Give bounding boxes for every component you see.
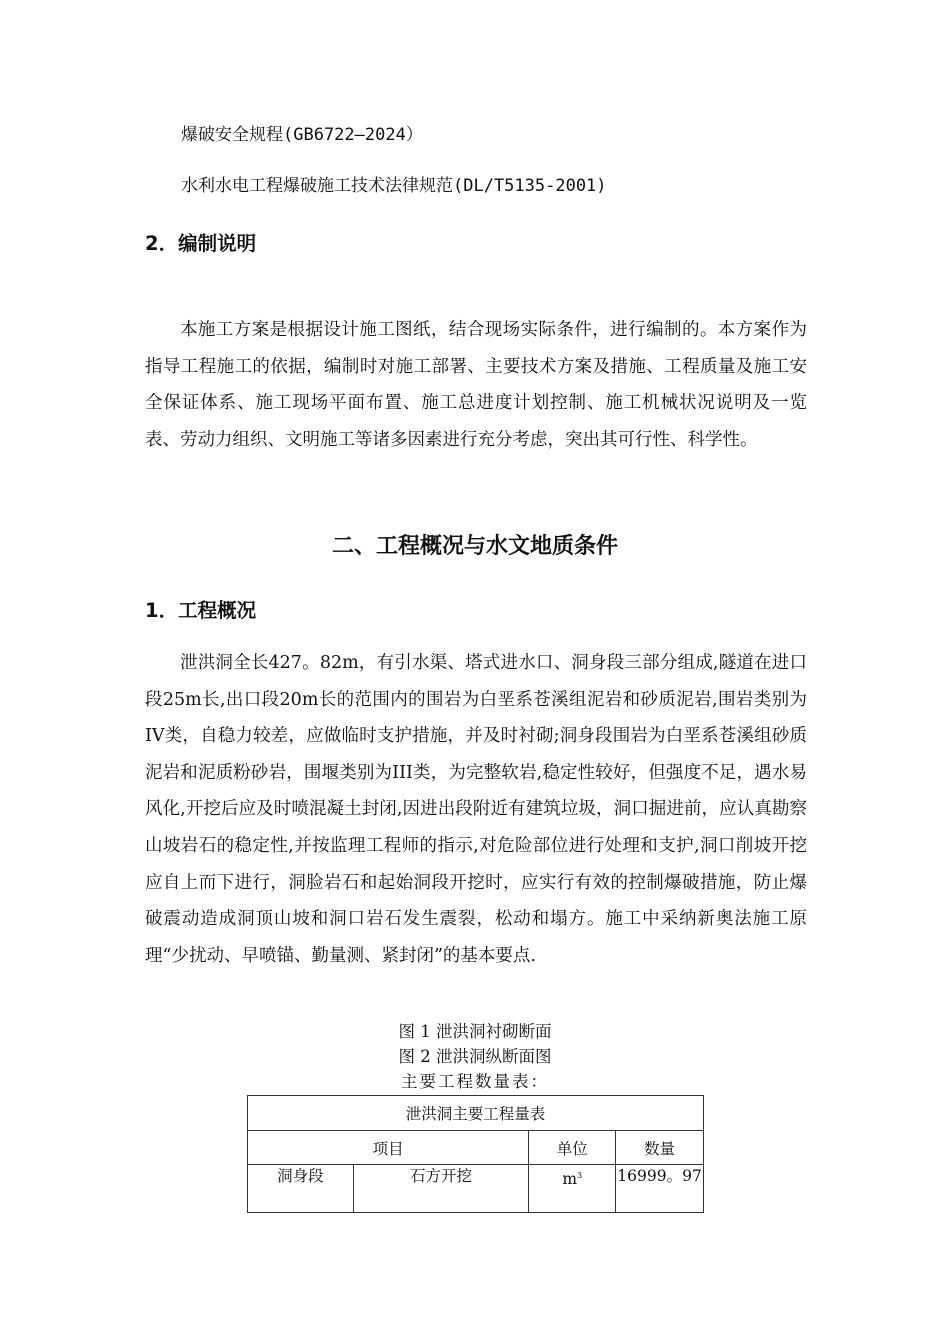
reference-hydro-blasting-spec: 水利水电工程爆破施工技术法律规范(DL/T5135-2001)	[181, 176, 607, 196]
compilation-paragraph: 本施工方案是根据设计施工图纸，结合现场实际条件，进行编制的。本方案作为指导工程施工的依据，编制时对施工部署、主要技术方案及措施、工程质量及施工安全保证体系、施工现场平面布置、施工总进度计划控制、施工机械状况说明及一览表、劳动力组织、文明施工等诸多因素进行充分考虑，突出其可行性、科学性。	[145, 320, 807, 450]
section-heading-compilation: 2．编制说明	[145, 232, 257, 255]
header-unit: 单位	[529, 1131, 616, 1165]
cell-item: 石方开挖	[353, 1165, 529, 1213]
quantity-table	[247, 1095, 704, 1213]
cell-quantity: 16999。97	[616, 1165, 704, 1213]
table-row	[248, 1165, 704, 1213]
header-quantity: 数量	[616, 1131, 704, 1165]
chapter-title: 二、工程概况与水文地质条件	[331, 534, 618, 559]
table-title: 泄洪洞主要工程量表	[248, 1096, 704, 1131]
unit-base: m	[562, 1170, 578, 1189]
cell-unit	[529, 1165, 616, 1213]
reference-blasting-safety: 爆破安全规程(GB6722—2024）	[181, 125, 423, 145]
table-intro-caption: 主要工程数量表：	[401, 1072, 549, 1091]
table-header-row	[248, 1131, 704, 1165]
header-item: 项目	[248, 1131, 529, 1165]
overview-paragraph: 泄洪洞全长427。82m，有引水渠、塔式进水口、洞身段三部分组成,隧道在进口段25m长,出口段20m长的范围内的围岩为白垩系苍溪组泥岩和砂质泥岩,围岩类别为IV类，自稳力较差，应做临时支护措施，并及时衬砌;洞身段围岩为白垩系苍溪组砂质泥岩和泥质粉砂岩，围堰类别为III类，为完整软岩,稳定性较好，但强度不足，遇水易风化,开挖后应及时喷混凝土封闭,因进出段附近有建筑垃圾，洞口掘进前，应认真勘察山坡岩石的稳定性,并按监理工程师的指示,对危险部位进行处理和支护,洞口削坡开挖应自上而下进行，洞脸岩石和起始洞段开挖时，应实行有效的控制爆破措施，防止爆破震动造成洞顶山坡和洞口岩石发生震裂，松动和塌方。施工中采纳新奥法施工原理“少扰动、早喷锚、勤量测、紧封闭”的基本要点.	[145, 653, 807, 966]
table-title-row	[248, 1096, 704, 1131]
figure-caption-2: 图 2 泄洪洞纵断面图	[398, 1047, 552, 1066]
unit-superscript: 3	[577, 1171, 583, 1180]
cell-section: 洞身段	[248, 1165, 354, 1213]
section-heading-overview: 1．工程概况	[145, 599, 257, 622]
figure-caption-1: 图 1 泄洪洞衬砌断面	[398, 1022, 552, 1041]
